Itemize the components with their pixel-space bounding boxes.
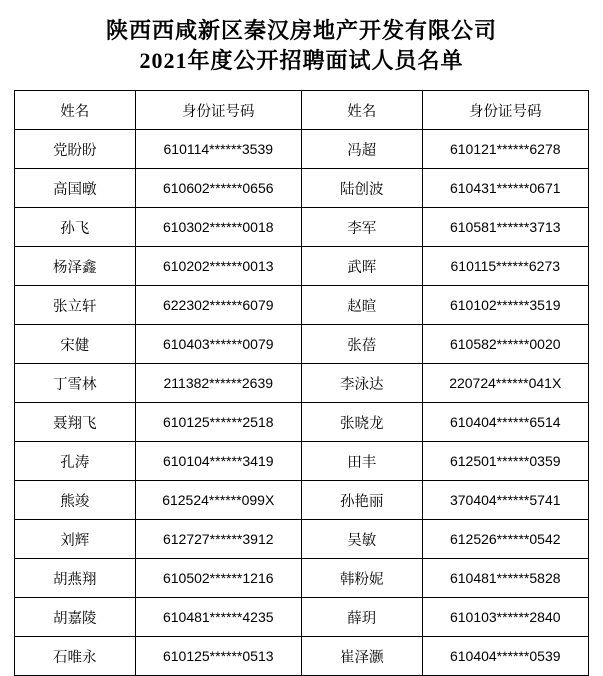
cell-id-right bbox=[422, 442, 588, 481]
cell-id-left bbox=[135, 559, 301, 598]
cell-id-left bbox=[135, 481, 301, 520]
table-row bbox=[15, 325, 589, 364]
cell-id-right bbox=[422, 403, 588, 442]
cell-name-left: 宋健 bbox=[15, 325, 136, 364]
column-header-name-right: 姓名 bbox=[301, 91, 422, 130]
cell-id-right bbox=[422, 247, 588, 286]
id-number-text: 610404******6514 bbox=[449, 413, 561, 430]
cell-name-left: 刘辉 bbox=[15, 520, 136, 559]
cell-name-right: 薛玥 bbox=[301, 598, 422, 637]
id-number-text: 610125******0513 bbox=[162, 647, 274, 664]
cell-id-right bbox=[422, 325, 588, 364]
cell-id-right bbox=[422, 598, 588, 637]
table-row bbox=[15, 481, 589, 520]
table-row bbox=[15, 364, 589, 403]
cell-name-left: 熊竣 bbox=[15, 481, 136, 520]
cell-name-right: 陆创波 bbox=[301, 169, 422, 208]
column-header-name-left: 姓名 bbox=[15, 91, 136, 130]
id-number-text: 610403******0079 bbox=[162, 335, 274, 352]
table-row bbox=[15, 637, 589, 676]
id-number-text: 610404******0539 bbox=[449, 647, 561, 664]
cell-id-left bbox=[135, 130, 301, 169]
cell-name-right: 李泳达 bbox=[301, 364, 422, 403]
cell-id-left bbox=[135, 286, 301, 325]
cell-id-right bbox=[422, 637, 588, 676]
cell-id-right bbox=[422, 169, 588, 208]
roster-table-wrapper bbox=[14, 90, 589, 676]
cell-id-right bbox=[422, 481, 588, 520]
cell-id-right bbox=[422, 520, 588, 559]
id-number-text: 211382******2639 bbox=[163, 374, 274, 391]
id-number-text: 622302******6079 bbox=[162, 296, 274, 313]
table-row bbox=[15, 520, 589, 559]
id-number-text: 610102******3519 bbox=[449, 296, 561, 313]
id-number-text: 610202******0013 bbox=[162, 257, 274, 274]
id-number-text: 610582******0020 bbox=[449, 335, 561, 352]
cell-name-right: 田丰 bbox=[301, 442, 422, 481]
id-number-text: 610114******3539 bbox=[163, 140, 274, 157]
id-number-text: 610481******5828 bbox=[449, 569, 561, 586]
cell-id-left bbox=[135, 442, 301, 481]
id-number-text: 220724******041X bbox=[449, 374, 562, 391]
id-number-text: 610602******0656 bbox=[162, 179, 274, 196]
cell-name-right: 张蓓 bbox=[301, 325, 422, 364]
cell-name-right: 李军 bbox=[301, 208, 422, 247]
cell-name-left: 孙飞 bbox=[15, 208, 136, 247]
cell-name-right: 崔泽灏 bbox=[301, 637, 422, 676]
cell-name-right: 冯超 bbox=[301, 130, 422, 169]
cell-id-left bbox=[135, 364, 301, 403]
id-number-text: 610481******4235 bbox=[162, 608, 274, 625]
id-number-text: 370404******5741 bbox=[449, 491, 561, 508]
id-number-text: 612727******3912 bbox=[162, 530, 274, 547]
table-row bbox=[15, 598, 589, 637]
document-title bbox=[0, 0, 603, 76]
id-number-text: 610103******2840 bbox=[449, 608, 561, 625]
cell-name-right: 孙艳丽 bbox=[301, 481, 422, 520]
id-number-text: 612526******0542 bbox=[449, 530, 561, 547]
cell-name-right: 吴敏 bbox=[301, 520, 422, 559]
cell-id-right bbox=[422, 364, 588, 403]
cell-id-right bbox=[422, 130, 588, 169]
cell-id-left bbox=[135, 598, 301, 637]
table-row bbox=[15, 286, 589, 325]
table-body bbox=[15, 130, 589, 676]
id-number-text: 610581******3713 bbox=[449, 218, 561, 235]
cell-id-left bbox=[135, 520, 301, 559]
cell-name-right: 韩粉妮 bbox=[301, 559, 422, 598]
cell-name-left: 丁雪林 bbox=[15, 364, 136, 403]
table-row bbox=[15, 559, 589, 598]
column-header-id-right: 身份证号码 bbox=[422, 91, 588, 130]
cell-id-left bbox=[135, 403, 301, 442]
cell-id-left bbox=[135, 325, 301, 364]
table-row bbox=[15, 403, 589, 442]
cell-name-right: 武晖 bbox=[301, 247, 422, 286]
roster-table bbox=[14, 90, 589, 676]
table-row bbox=[15, 130, 589, 169]
cell-name-left: 胡燕翔 bbox=[15, 559, 136, 598]
id-number-text: 610104******3419 bbox=[162, 452, 274, 469]
cell-name-right: 张晓龙 bbox=[301, 403, 422, 442]
cell-name-left: 石唯永 bbox=[15, 637, 136, 676]
title-line-1: 陕西西咸新区秦汉房地产开发有限公司 bbox=[105, 18, 497, 43]
cell-name-left: 党盼盼 bbox=[15, 130, 136, 169]
table-header-row bbox=[15, 91, 589, 130]
cell-name-right: 赵暄 bbox=[301, 286, 422, 325]
table-row bbox=[15, 442, 589, 481]
cell-id-left bbox=[135, 169, 301, 208]
cell-id-right bbox=[422, 286, 588, 325]
id-number-text: 610125******2518 bbox=[162, 413, 274, 430]
cell-id-left bbox=[135, 208, 301, 247]
cell-id-right bbox=[422, 559, 588, 598]
id-number-text: 610121******6278 bbox=[449, 140, 561, 157]
column-header-id-left: 身份证号码 bbox=[135, 91, 301, 130]
id-number-text: 610502******1216 bbox=[162, 569, 274, 586]
table-row bbox=[15, 208, 589, 247]
cell-name-left: 聂翔飞 bbox=[15, 403, 136, 442]
cell-name-left: 高国暾 bbox=[15, 169, 136, 208]
id-number-text: 612524******099X bbox=[162, 491, 275, 508]
cell-id-left bbox=[135, 247, 301, 286]
cell-id-left bbox=[135, 637, 301, 676]
title-line-2: 2021年度公开招聘面试人员名单 bbox=[139, 48, 464, 73]
table-row bbox=[15, 169, 589, 208]
table-header bbox=[15, 91, 589, 130]
id-number-text: 610431******0671 bbox=[449, 179, 561, 196]
id-number-text: 610302******0018 bbox=[162, 218, 274, 235]
table-row bbox=[15, 247, 589, 286]
cell-name-left: 孔涛 bbox=[15, 442, 136, 481]
cell-name-left: 胡嘉陵 bbox=[15, 598, 136, 637]
id-number-text: 612501******0359 bbox=[449, 452, 561, 469]
cell-id-right bbox=[422, 208, 588, 247]
cell-name-left: 张立轩 bbox=[15, 286, 136, 325]
id-number-text: 610115******6273 bbox=[450, 257, 561, 274]
cell-name-left: 杨泽鑫 bbox=[15, 247, 136, 286]
